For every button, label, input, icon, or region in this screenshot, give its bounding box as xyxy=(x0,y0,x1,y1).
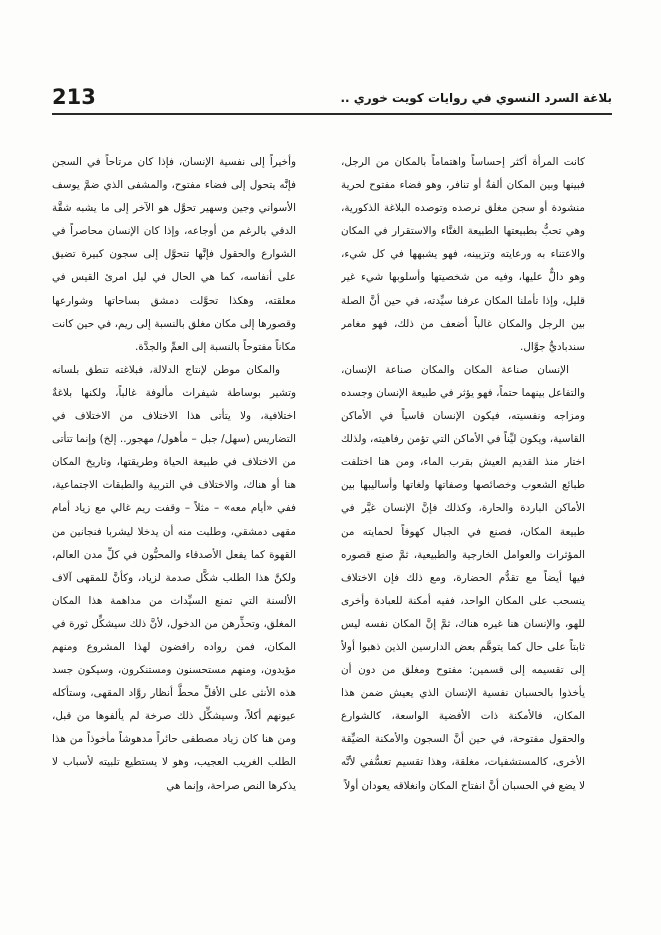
text-column-left xyxy=(52,151,296,885)
header-rule xyxy=(52,113,612,115)
page-header xyxy=(52,84,612,114)
text-column-right xyxy=(341,151,585,885)
paragraph: والمكان موطن لإنتاج الدلالة، فبلاغته تنطق بلسانه وتشير بوساطة شيفرات مألوفة غالباً، ولكنها بلاغةٌ اختلافية، ولا يتأتى هذا الاختلاف من الاختلاف في التضاريس (سهل/ جبل – مأهول/ مهجور.. إلخ) وإنما تتأتى من الاختلاف في طبيعة الحياة وطريقتها، وتاريخ المكان هنا أو هناك، والاختلاف في التربية والطبقات الاجتماعية، ففي «أيام معه» – مثلاً – وقفت ريم غالي مع زياد أمام مقهى دمشقي، وطلبت منه أن يدخلا ليشربا فنجانين من القهوة كما يفعل الأصدقاء والمحبُّون في كلِّ مدن العالم، ولكنَّ هذا الطلب شكَّل صدمة لزياد، وكأنَّ للمقهى آلاف الألسنة التي تمنع السيِّدات من مداهمة هذا المكان المغلق، وتحذِّرهن من الدخول، لأنَّ ذلك سيشكِّل ثورة في المكان، فمن رواده رافضون لهذا المشروع ومنهم مؤيدون، ومنهم مستحسنون ومستنكرون، وسيكون جسد هذه الأنثى على الأقلِّ محطَّ أنظار روَّاد المقهى، وستأكله عيونهم أكلاً، وسيشكِّل ذلك صرخة لم يألفوها من قبل، ومن هنا كان زياد مصطفى حائراً مدهوشاً مأخوذاً من هذا الطلب الغريب العجيب، وهو لا يستطيع تلبيته لأسباب لا يذكرها النص صراحة، وإنما هي xyxy=(52,363,296,792)
page-number: 213 xyxy=(52,85,96,109)
paragraph: وأخيراً إلى نفسية الإنسان، فإذا كان مرتاحاً في السجن فإنَّه يتحول إلى فضاء مفتوح، والمشفى الذي ضمَّ يوسف الأسواني وجين وسهير تحوَّل هو الآخر إلى ما يشبه شقَّة الدقي بالرغم من أوجاعه، وإذا كان الإنسان محاصراً في الشوارع والحقول فإنَّها تتحوَّل إلى سجون كبيرة تضيق على أنفاسه، كما هي الحال في ليل امرئ القيس في معلقته، وهكذا تحوَّلت دمشق بساحاتها وشوارعها وقصورها إلى مكان مغلق بالنسبة إلى ريم، في حين كانت مكاناً مفتوحاً بالنسبة إلى العمِّ والجدَّة. xyxy=(52,156,296,353)
paragraph: كانت المرأة أكثر إحساساً واهتماماً بالمكان من الرجل، فبينها وبين المكان ألفةٌ أو تنافر، وهو فضاء مفتوح لحرية منشودة أو سجن مغلق ترصده وتوصده البلاغة الذكورية، وهي تحبُّ بطبيعتها الطبيعة الغنَّاء والاستقرار في المكان والاعتناء به ورعايته وتزيينه، فهو يشبهها في كل شيء، وهو دالٌّ عليها، وفيه من شخصيتها وأسلوبها شيء غير قليل، وإذا تأملنا المكان عرفنا سيِّدته، في حين أنَّ الصلة بين الرجل والمكان غالباً أضعف من ذلك، فهو مغامر سندباديٌّ جوَّال. xyxy=(341,156,585,353)
paragraph: الإنسان صناعة المكان والمكان صناعة الإنسان، والتفاعل بينهما حتماً، فهو يؤثر في طبيعة الإنسان وجسده ومزاجه ونفسيته، فيكون الإنسان قاسياً في الأماكن القاسية، ويكون ليِّناً في الأماكن التي تؤمن رفاهيته، ولذلك اختار منذ القديم العيش بقرب الماء، ومن هنا اختلفت طبائع الشعوب وخصائصها وصفاتها ولغاتها وأساليبها بين الأماكن الباردة والحارة، وكذلك فإنَّ الإنسان غيَّر في طبيعة المكان، فصنع في الجبال كهوفاً لحمايته من المؤثرات والعوامل الخارجية والطبيعية، ثمَّ صنع قصوره فيها أيضاً مع تقدُّم الحضارة، ومع ذلك فإن الاختلاف ينسحب على المكان الواحد، ففيه أمكنة للعبادة وأخرى للهو، والإنسان هنا غيره هناك، ثمَّ إنَّ المكان نفسه ليس ثابتاً على حال كما يتوهَّم بعض الدارسين الذين ذهبوا أولاً إلى تقسيمه إلى قسمين: مفتوح ومغلق من دون أن يأخذوا بالحسبان نفسية الإنسان الذي يعيش ضمن هذا المكان، فالأمكنة ذات الأفضية الواسعة، كالشوارع والحقول مفتوحة، في حين أنَّ السجون والأمكنة الضيِّقة الأخرى، كالمستشفيات، مغلقة، وهذا تقسيم تعسُّفي لأنَّه لا يضع في الحسبان أنَّ انفتاح المكان وانغلاقه يعودان أولاً xyxy=(341,363,585,792)
running-title: بلاغة السرد النسوي في روايات كويت خوري .. xyxy=(340,91,612,105)
